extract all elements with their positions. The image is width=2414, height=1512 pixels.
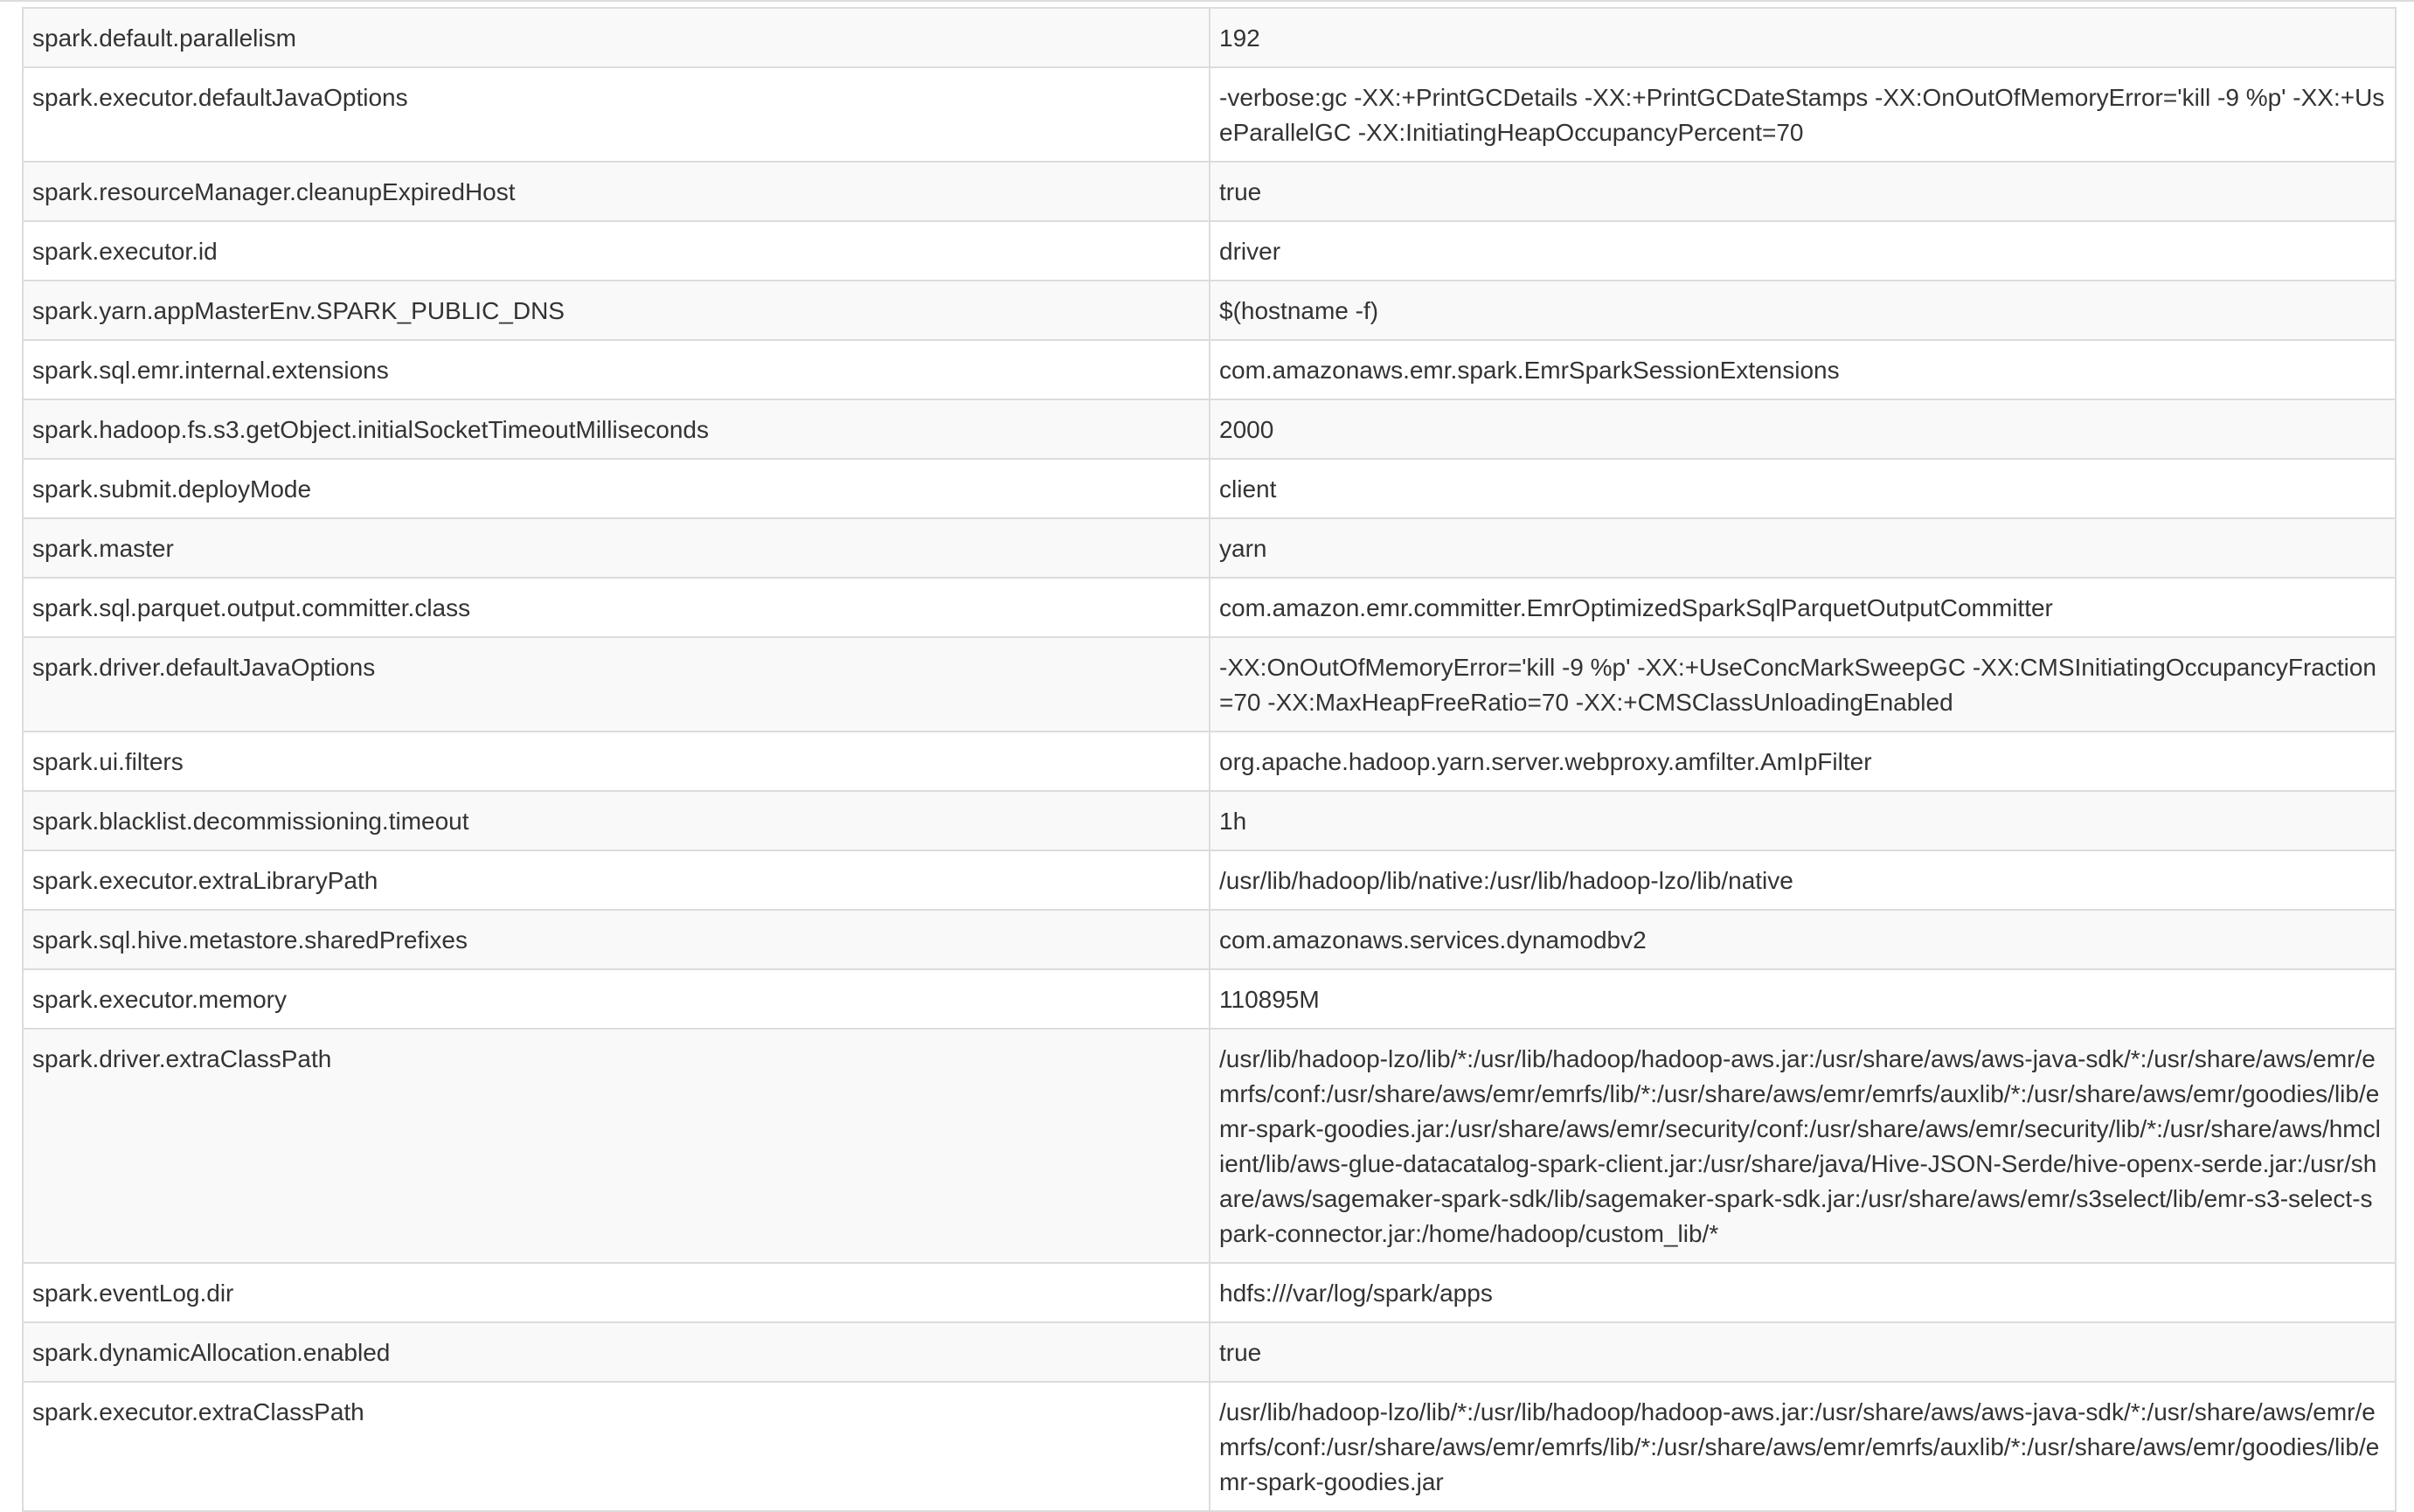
table-row: [23, 399, 2396, 459]
property-value: 110895M: [1210, 969, 2396, 1029]
property-value: 192: [1210, 8, 2396, 67]
property-value: /usr/lib/hadoop/lib/native:/usr/lib/hadoop-lzo/lib/native: [1210, 850, 2396, 910]
property-name: spark.ui.filters: [23, 732, 1210, 791]
table-row: [23, 281, 2396, 340]
table-row: [23, 578, 2396, 637]
property-value: -verbose:gc -XX:+PrintGCDetails -XX:+PrintGCDateStamps -XX:OnOutOfMemoryError='kill -9 %p' -XX:+UseParallelGC -XX:InitiatingHeapOccupancyPercent=70: [1210, 67, 2396, 162]
table-row: [23, 1029, 2396, 1263]
property-value: yarn: [1210, 518, 2396, 578]
table-row: [23, 791, 2396, 850]
property-name: spark.eventLog.dir: [23, 1263, 1210, 1322]
property-name: spark.master: [23, 518, 1210, 578]
property-name: spark.executor.defaultJavaOptions: [23, 67, 1210, 162]
property-value: /usr/lib/hadoop-lzo/lib/*:/usr/lib/hadoop/hadoop-aws.jar:/usr/share/aws/aws-java-sdk/*:/usr/share/aws/emr/emrfs/conf:/usr/share/aws/emr/emrfs/lib/*:/usr/share/aws/emr/emrfs/auxlib/*:/usr/share/aws/emr/goodies/lib/emr-spark-goodies.jar: [1210, 1382, 2396, 1511]
table-row: [23, 910, 2396, 969]
property-name: spark.blacklist.decommissioning.timeout: [23, 791, 1210, 850]
table-row: [23, 850, 2396, 910]
spark-properties-body: [23, 8, 2396, 1511]
table-row: [23, 1263, 2396, 1322]
table-row: [23, 221, 2396, 281]
table-row: [23, 459, 2396, 518]
property-value: 1h: [1210, 791, 2396, 850]
property-value: true: [1210, 1322, 2396, 1382]
property-value: true: [1210, 162, 2396, 221]
property-name: spark.submit.deployMode: [23, 459, 1210, 518]
table-row: [23, 518, 2396, 578]
property-name: spark.executor.extraLibraryPath: [23, 850, 1210, 910]
property-value: com.amazonaws.services.dynamodbv2: [1210, 910, 2396, 969]
property-name: spark.driver.extraClassPath: [23, 1029, 1210, 1263]
property-name: spark.executor.memory: [23, 969, 1210, 1029]
property-name: spark.hadoop.fs.s3.getObject.initialSocketTimeoutMilliseconds: [23, 399, 1210, 459]
property-name: spark.executor.extraClassPath: [23, 1382, 1210, 1511]
table-row: [23, 67, 2396, 162]
table-row: [23, 1382, 2396, 1511]
table-row: [23, 340, 2396, 399]
table-row: [23, 8, 2396, 67]
property-value: -XX:OnOutOfMemoryError='kill -9 %p' -XX:+UseConcMarkSweepGC -XX:CMSInitiatingOccupancyFraction=70 -XX:MaxHeapFreeRatio=70 -XX:+CMSClassUnloadingEnabled: [1210, 637, 2396, 732]
table-row: [23, 637, 2396, 732]
property-value: client: [1210, 459, 2396, 518]
property-name: spark.driver.defaultJavaOptions: [23, 637, 1210, 732]
property-name: spark.sql.emr.internal.extensions: [23, 340, 1210, 399]
property-name: spark.sql.parquet.output.committer.class: [23, 578, 1210, 637]
table-row: [23, 1322, 2396, 1382]
spark-properties-table: [22, 7, 2397, 1512]
property-value: $(hostname -f): [1210, 281, 2396, 340]
property-value: 2000: [1210, 399, 2396, 459]
property-name: spark.default.parallelism: [23, 8, 1210, 67]
property-name: spark.resourceManager.cleanupExpiredHost: [23, 162, 1210, 221]
property-name: spark.executor.id: [23, 221, 1210, 281]
property-value: org.apache.hadoop.yarn.server.webproxy.amfilter.AmIpFilter: [1210, 732, 2396, 791]
property-name: spark.yarn.appMasterEnv.SPARK_PUBLIC_DNS: [23, 281, 1210, 340]
property-value: hdfs:///var/log/spark/apps: [1210, 1263, 2396, 1322]
property-name: spark.sql.hive.metastore.sharedPrefixes: [23, 910, 1210, 969]
property-value: com.amazonaws.emr.spark.EmrSparkSessionExtensions: [1210, 340, 2396, 399]
table-row: [23, 969, 2396, 1029]
property-value: com.amazon.emr.committer.EmrOptimizedSparkSqlParquetOutputCommitter: [1210, 578, 2396, 637]
property-value: driver: [1210, 221, 2396, 281]
table-row: [23, 732, 2396, 791]
spark-properties-table-wrap[interactable]: [22, 7, 2395, 1512]
property-name: spark.dynamicAllocation.enabled: [23, 1322, 1210, 1382]
property-value: /usr/lib/hadoop-lzo/lib/*:/usr/lib/hadoop/hadoop-aws.jar:/usr/share/aws/aws-java-sdk/*:/usr/share/aws/emr/emrfs/conf:/usr/share/aws/emr/emrfs/lib/*:/usr/share/aws/emr/emrfs/auxlib/*:/usr/share/aws/emr/goodies/lib/emr-spark-goodies.jar:/usr/share/aws/emr/security/conf:/usr/share/aws/emr/security/lib/*:/usr/share/aws/hmclient/lib/aws-glue-datacatalog-spark-client.jar:/usr/share/java/Hive-JSON-Serde/hive-openx-serde.jar:/usr/share/aws/sagemaker-spark-sdk/lib/sagemaker-spark-sdk.jar:/usr/share/aws/emr/s3select/lib/emr-s3-select-spark-connector.jar:/home/hadoop/custom_lib/*: [1210, 1029, 2396, 1263]
table-row: [23, 162, 2396, 221]
